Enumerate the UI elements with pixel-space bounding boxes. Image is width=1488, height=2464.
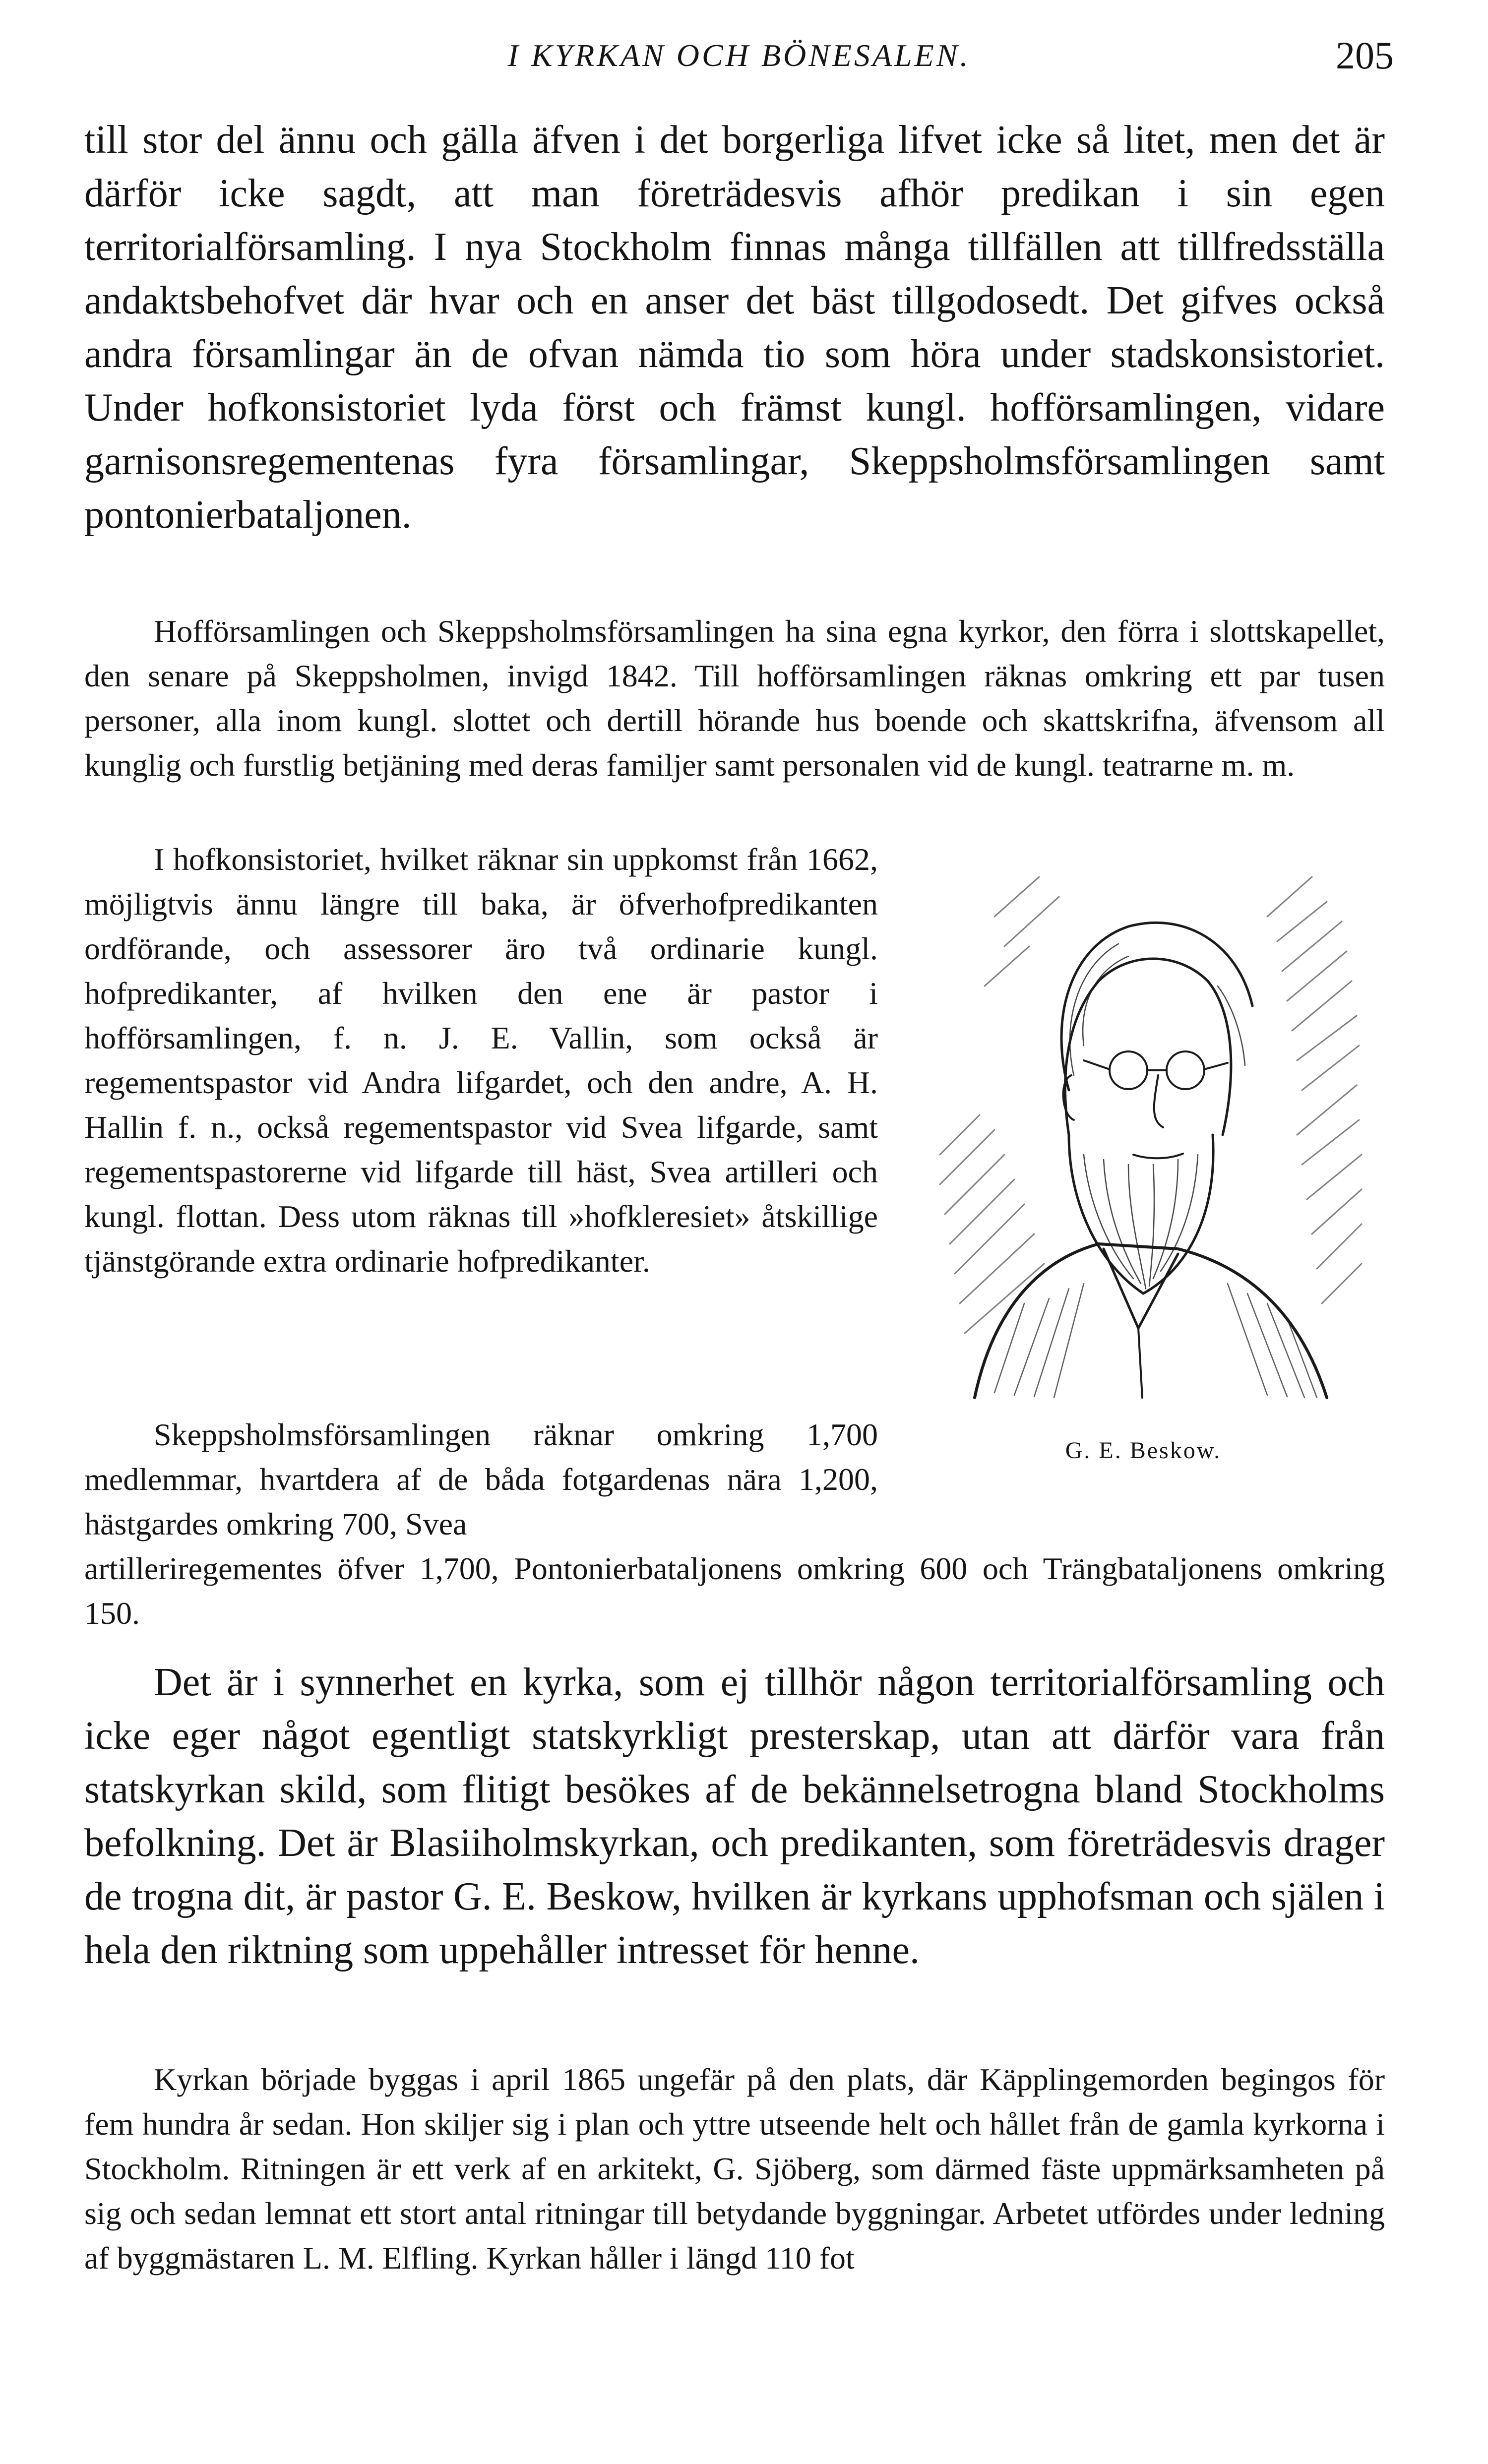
paragraph-blasiiholm-church: Det är i synnerhet en kyrka, som ej tillhör någon territorialförsamling och icke eger något egentligt statskyrkligt presterskap, utan att därför vara från statskyrkan skild, som flitigt besökes af de bekännelsetrogna bland Stockholms befolkning. Det är Blasiiholmskyrkan, och predikanten, som företrädesvis drager de trogna dit, är pastor G. E. Beskow, hvilken är kyrkans upphofsman och själen i hela den riktning som uppehåller intresset för henne. bbox=[84, 1661, 1385, 1972]
paragraph-territorial-parish: till stor del ännu och gälla äfven i det borgerliga lifvet icke så litet, men det är därför icke sagdt, att man företrädesvis afhör predikan i sin egen territorialförsamling. I nya Stockholm finnas många tillfällen att tillfredsställa andaktsbehofvet där hvar och en anser det bäst tillgodosedt. Det gifves också andra församlingar än de ofvan nämda tio som höra under stadskonsistoriet. Under hofkonsistoriet lyda först och främst kungl. hofförsamlingen, vidare garnisonsregementenas fyra församlingar, Skeppsholmsförsamlingen samt pontonierbataljonen. bbox=[84, 118, 1385, 537]
page-number: 205 bbox=[1336, 34, 1394, 77]
portrait-engraving-icon bbox=[920, 857, 1366, 1408]
paragraph-church-construction: Kyrkan började byggas i april 1865 ungefär på den plats, där Käpplingemorden begingos för fem hundra år sedan. Hon skiljer sig i plan och yttre utseende helt och hållet från de gamla kyrkorna i Stockholm. Ritningen är ett verk af en arkitekt, G. Sjöberg, som därmed fäste uppmärksamheten på sig och sedan lemnat ett stort antal ritningar till betydande byggningar. Arbetet utfördes under ledning af byggmästaren L. M. Elfling. Kyrkan håller i längd 110 fot bbox=[84, 2062, 1385, 2276]
paragraph-skeppsholm-part2: artilleriregementes öfver 1,700, Pontonierbataljonens omkring 600 och Trängbataljonens omkring 150. bbox=[84, 1551, 1385, 1631]
portrait-caption: G. E. Beskow. bbox=[1065, 1437, 1222, 1464]
paragraph-skeppsholm-part1: Skeppsholmsförsamlingen räknar omkring 1,700 medlemmar, hvartdera af de båda fotgardenas nära 1,200, hästgardes omkring 700, Svea bbox=[84, 1417, 878, 1541]
paragraph-court-parish: Hofförsamlingen och Skeppsholmsförsamlingen ha sina egna kyrkor, den förra i slottskapellet, den senare på Skeppsholmen, invigd 1842. Till hofförsamlingen räknas omkring ett par tusen personer, alla inom kungl. slottet och dertill hörande hus boende och skattskrifna, äfvensom all kunglig och furstlig betjäning med deras familjer samt personalen vid de kungl. teatrarne m. m. bbox=[84, 614, 1385, 783]
portrait-figure bbox=[920, 857, 1366, 1487]
paragraph-court-consistory: I hofkonsistoriet, hvilket räknar sin uppkomst från 1662, möjligtvis ännu längre till baka, är öfverhofpredikanten ordförande, och assessorer äro två ordinarie kungl. hofpredikanter, af hvilken den ene är pastor i hofförsamlingen, f. n. J. E. Vallin, som också är regementspastor vid Andra lifgardet, och den andre, A. H. Hallin f. n., också regementspastor vid Svea lifgarde, samt regementspastorerne vid lifgarde till häst, Svea artilleri och kungl. flottan. Dess utom räknas till »hofkleresiet» åtskillige tjänstgörande extra ordinarie hofpredikanter. bbox=[84, 842, 878, 1279]
running-title: I KYRKAN OCH BÖNESALEN. bbox=[507, 38, 971, 73]
running-head bbox=[84, 31, 1394, 80]
column-text-court-consistory bbox=[84, 837, 878, 1284]
